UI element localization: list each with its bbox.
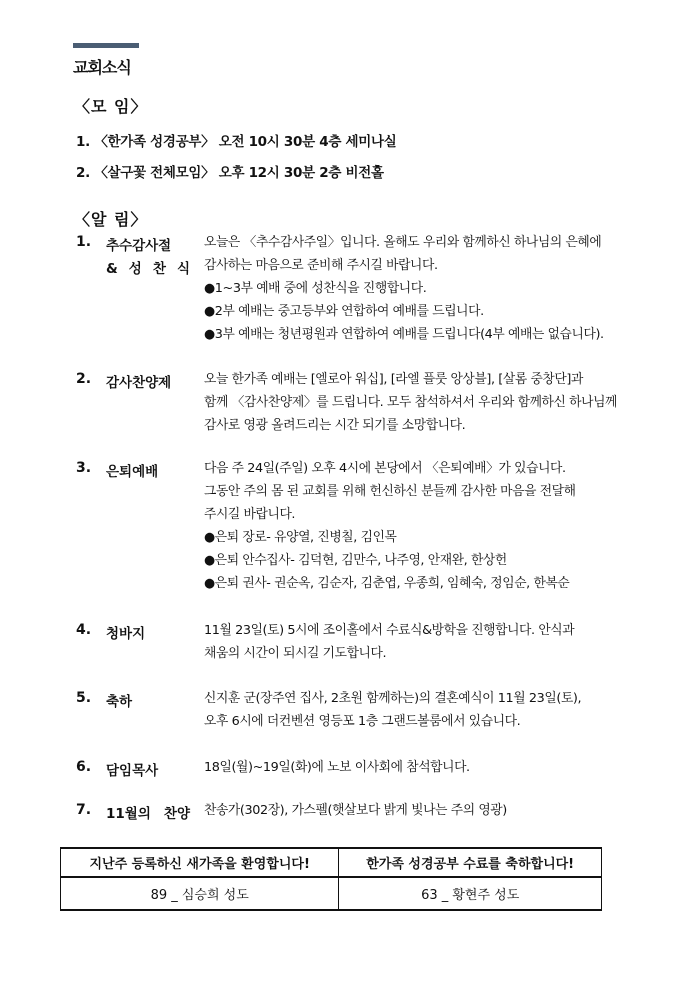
summary-header-row <box>61 848 602 877</box>
notice-line: 오늘 한가족 예배는 [엘로아 워십], [라엘 플룻 앙상블], [살롬 중창단]과 <box>204 372 583 387</box>
notice-line: 주시길 바랍니다. <box>204 507 296 522</box>
bullet-line: ●은퇴 장로- 유양열, 진병칠, 김인목 <box>204 530 397 545</box>
bullet-line: ●2부 예배는 중고등부와 연합하여 예배를 드립니다. <box>204 304 484 319</box>
notice-line: 찬송가(302장), 가스펠(햇살보다 밝게 빛나는 주의 영광) <box>204 803 507 818</box>
bullet-line: ●1~3부 예배 중에 성찬식을 진행합니다. <box>204 281 427 296</box>
notice-number: 1. <box>76 234 92 250</box>
notice-line: 신지훈 군(장주연 집사, 2초원 함께하는)의 결혼예식이 11월 23일(토), <box>204 691 582 706</box>
summary-value-row <box>61 877 602 910</box>
notices-heading: 〈알 림〉 <box>74 210 148 229</box>
notice-title: 축하 <box>106 694 133 710</box>
bullet-line: ●은퇴 권사- 권순옥, 김순자, 김춘엽, 우종희, 임혜숙, 정임순, 한복순 <box>204 576 570 591</box>
notice-line: 다음 주 24일(주일) 오후 4시에 본당에서 〈은퇴예배〉가 있습니다. <box>204 461 566 476</box>
page-title: 교회소식 <box>73 58 131 77</box>
gathering-item-2: 2. 〈살구꽃 전체모임〉 오후 12시 30분 2층 비전홀 <box>76 165 384 181</box>
notice-body <box>204 368 617 437</box>
notice-title-line-2: & 성 찬 식 <box>106 261 190 277</box>
summary-table <box>60 847 602 911</box>
bullet-line: ●3부 예배는 청년평원과 연합하여 예배를 드립니다(4부 예배는 없습니다). <box>204 327 604 342</box>
notice-line: 함께 〈감사찬양제〉를 드립니다. 모두 참석하셔서 우리와 함께하신 하나님께 <box>204 395 617 410</box>
header-accent-bar <box>73 43 139 48</box>
notice-number: 4. <box>76 622 92 638</box>
notice-number: 5. <box>76 690 92 706</box>
notice-line: 감사로 영광 올려드리는 시간 되기를 소망합니다. <box>204 418 466 433</box>
notice-line: 오늘은 〈추수감사주일〉입니다. 올해도 우리와 함께하신 하나님의 은혜에 <box>204 235 602 250</box>
notice-number: 6. <box>76 759 92 775</box>
notice-line: 오후 6시에 더컨벤션 영등포 1층 그랜드볼룸에서 있습니다. <box>204 714 521 729</box>
notice-title: 은퇴예배 <box>106 464 159 480</box>
notice-body <box>204 687 581 733</box>
notice-body <box>204 619 574 665</box>
notice-title: 11월의 찬양 <box>106 806 190 822</box>
notice-title: 추수감사절 <box>106 238 172 254</box>
notice-title: 담임목사 <box>106 763 159 779</box>
notice-number: 7. <box>76 802 92 818</box>
notice-line: 18일(월)~19일(화)에 노보 이사회에 참석합니다. <box>204 760 470 775</box>
notice-number: 3. <box>76 460 92 476</box>
new-family-value: 89 _ 심승희 성도 <box>61 877 339 910</box>
notice-body <box>204 756 470 779</box>
notice-line: 채움의 시간이 되시길 기도합니다. <box>204 646 387 661</box>
bullet-line: ●은퇴 안수집사- 김덕현, 김만수, 나주영, 안재완, 한상헌 <box>204 553 507 568</box>
notice-body <box>204 457 576 595</box>
notice-title: 감사찬양제 <box>106 375 172 391</box>
new-family-header: 지난주 등록하신 새가족을 환영합니다! <box>61 848 339 877</box>
notice-body <box>204 799 507 822</box>
bible-study-value: 63 _ 황현주 성도 <box>339 877 602 910</box>
gathering-item-1: 1. 〈한가족 성경공부〉 오전 10시 30분 4층 세미나실 <box>76 134 397 150</box>
gatherings-heading: 〈모 임〉 <box>74 97 148 116</box>
bible-study-header: 한가족 성경공부 수료를 축하합니다! <box>339 848 602 877</box>
notice-line: 11월 23일(토) 5시에 조이홀에서 수료식&방학을 진행합니다. 안식과 <box>204 623 575 638</box>
notice-number: 2. <box>76 371 92 387</box>
notice-line: 그동안 주의 몸 된 교회를 위해 헌신하신 분들께 감사한 마음을 전달해 <box>204 484 576 499</box>
notice-line: 감사하는 마음으로 준비해 주시길 바랍니다. <box>204 258 438 273</box>
notice-title: 청바지 <box>106 626 146 642</box>
notice-body <box>204 231 604 346</box>
